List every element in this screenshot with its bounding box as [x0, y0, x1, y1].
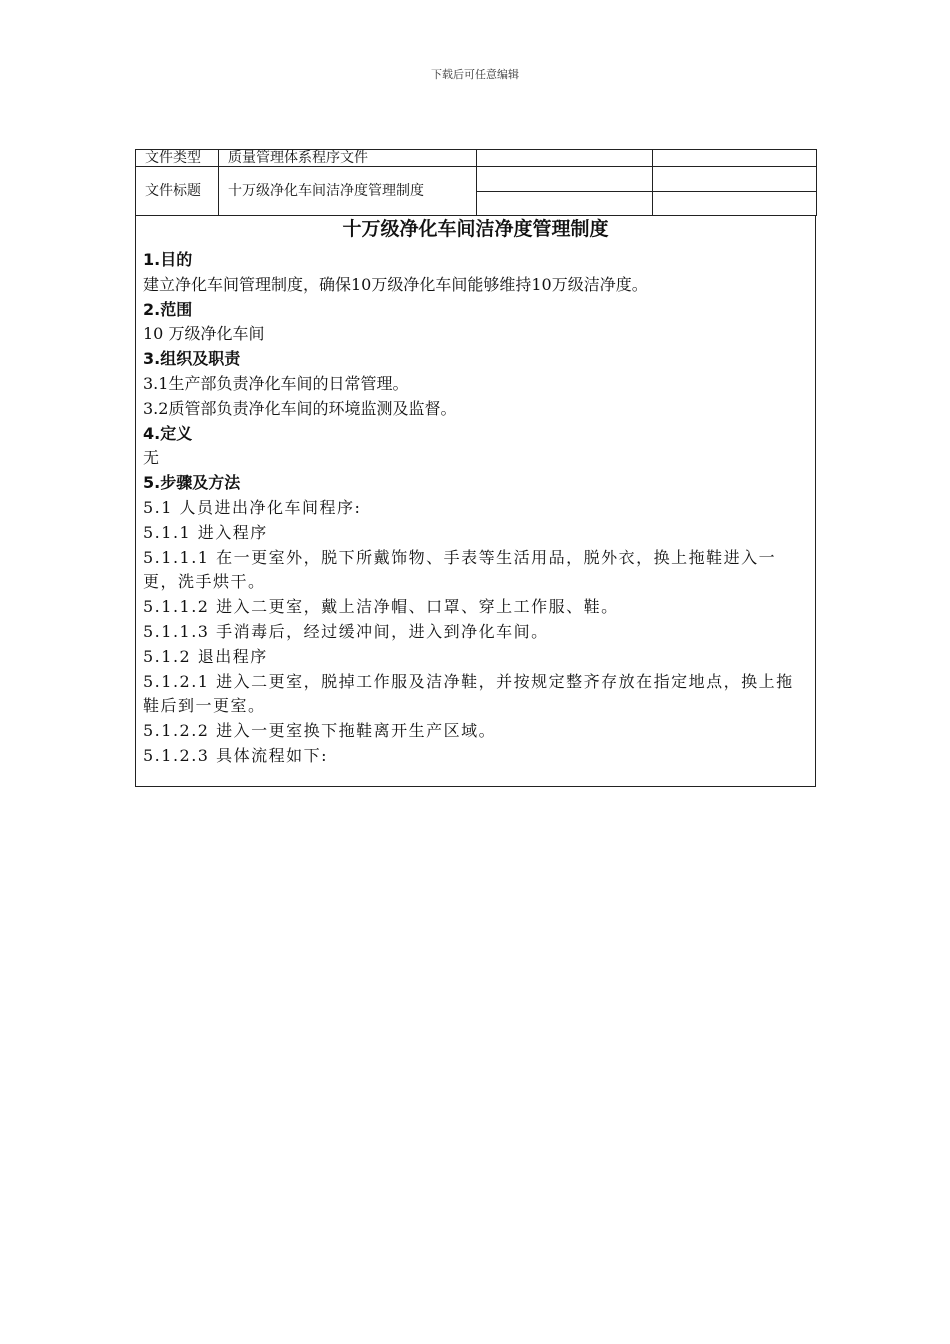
section-heading: 2.范围 [143, 299, 193, 319]
paragraph: 5.1.2 退出程序 [143, 646, 268, 666]
file-title-value: 十万级净化车间洁净度管理制度 [219, 167, 477, 216]
paragraph: 5.1.1.3 手消毒后，经过缓冲间，进入到净化车间。 [143, 621, 549, 641]
document-content [136, 245, 815, 769]
paragraph: 无 [143, 448, 160, 468]
paragraph: 5.1 人员进出净化车间程序: [143, 497, 362, 517]
paragraph: 5.1.1.2 进入二更室，戴上洁净帽、口罩、穿上工作服、鞋。 [143, 597, 619, 617]
paragraph: 3.2质管部负责净化车间的环境监测及监督。 [143, 398, 457, 418]
paragraph: 10 万级净化车间 [143, 324, 265, 344]
header-blank-cell [653, 150, 817, 167]
paragraph: 5.1.1.1 在一更室外，脱下所戴饰物、手表等生活用品，脱外衣，换上拖鞋进入一更，洗手烘干。 [143, 547, 777, 592]
section-heading: 4.定义 [143, 423, 193, 443]
paragraph: 建立净化车间管理制度，确保10万级净化车间能够维持10万级洁净度。 [143, 274, 648, 294]
section-heading: 3.组织及职责 [143, 349, 241, 369]
document-body [135, 215, 816, 787]
paragraph: 3.1生产部负责净化车间的日常管理。 [143, 373, 409, 393]
watermark-text: 下载后可任意编辑 [431, 68, 519, 81]
header-blank-cell [653, 167, 817, 192]
paragraph: 5.1.2.2 进入一更室换下拖鞋离开生产区域。 [143, 721, 497, 741]
section-heading: 1.目的 [143, 250, 193, 269]
section-heading: 5.步骤及方法 [143, 473, 241, 493]
document-title: 十万级净化车间洁净度管理制度 [342, 218, 609, 240]
file-type-label: 文件类型 [136, 150, 219, 167]
file-type-value: 质量管理体系程序文件 [219, 150, 477, 167]
header-blank-cell [477, 191, 653, 216]
header-blank-cell [653, 191, 817, 216]
header-blank-cell [477, 150, 653, 167]
file-title-label: 文件标题 [136, 167, 219, 216]
header-blank-cell [477, 167, 653, 192]
document-header-table [135, 149, 817, 216]
paragraph: 5.1.1 进入程序 [143, 522, 268, 542]
paragraph: 5.1.2.1 进入二更室，脱掉工作服及洁净鞋，并按规定整齐存放在指定地点，换上拖鞋后到一更室。 [143, 671, 794, 716]
paragraph: 5.1.2.3 具体流程如下: [143, 745, 328, 765]
